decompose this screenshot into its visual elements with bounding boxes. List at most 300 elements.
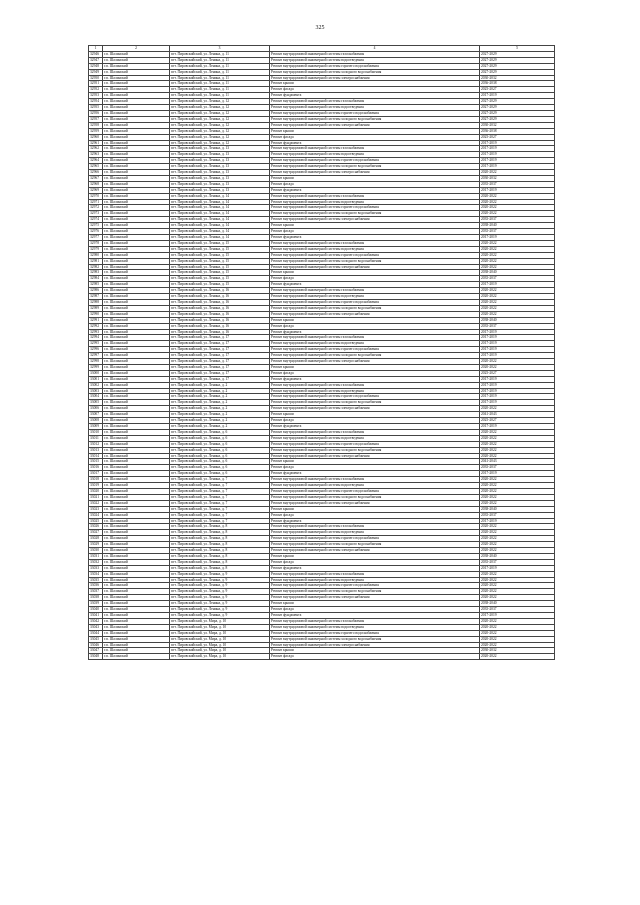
column-header: 4 [270, 46, 480, 52]
row-number-cell: 33045 [89, 636, 103, 642]
row-number-cell: 32963 [89, 152, 103, 158]
work-type-cell: Ремонт внутридомовой инженерной системы холодного водоснабжения [270, 636, 480, 642]
period-cell: 2020-2022 [480, 364, 555, 370]
row-number-cell: 33034 [89, 571, 103, 577]
address-cell: пгт. Пировскийский, ул. Ленина, д. 2 [170, 400, 270, 406]
column-header: 5 [480, 46, 555, 52]
work-type-cell: Ремонт внутридомовой инженерной системы холодного водоснабжения [270, 116, 480, 122]
work-type-cell: Ремонт внутридомовой инженерной системы электроснабжения [270, 453, 480, 459]
work-type-cell: Ремонт внутридомовой инженерной системы газоснабжения [270, 618, 480, 624]
work-type-cell: Ремонт фундамента [270, 471, 480, 477]
address-cell: пгт. Пировскийский, ул. Мира, д. 10 [170, 654, 270, 660]
row-number-cell: 32970 [89, 193, 103, 199]
address-cell: пгт. Пировскийский, ул. Ленина, д. 12 [170, 140, 270, 146]
row-number-cell: 32959 [89, 128, 103, 134]
work-type-cell: Ремонт внутридомовой инженерной системы водоотведения [270, 199, 480, 205]
period-cell: 2020-2022 [480, 630, 555, 636]
municipality-cell: г.п. Шалинский [103, 530, 170, 536]
address-cell: пгт. Пировскийский, ул. Ленина, д. 8 [170, 565, 270, 571]
period-cell: 2020-2022 [480, 299, 555, 305]
work-type-cell: Ремонт внутридомовой инженерной системы электроснабжения [270, 75, 480, 81]
address-cell: пгт. Пировскийский, ул. Ленина, д. 14 [170, 217, 270, 223]
address-cell: пгт. Пировскийский, ул. Мира, д. 10 [170, 624, 270, 630]
municipality-cell: г.п. Шалинский [103, 613, 170, 619]
period-cell: 2020-2022 [480, 240, 555, 246]
address-cell: пгт. Пировскийский, ул. Ленина, д. 17 [170, 376, 270, 382]
municipality-cell: г.п. Шалинский [103, 441, 170, 447]
address-cell: пгт. Пировскийский, ул. Ленина, д. 9 [170, 607, 270, 613]
municipality-cell: г.п. Шалинский [103, 134, 170, 140]
period-cell: 2035-2037 [480, 276, 555, 282]
municipality-cell: г.п. Шалинский [103, 305, 170, 311]
municipality-cell: г.п. Шалинский [103, 601, 170, 607]
period-cell: 2035-2037 [480, 607, 555, 613]
municipality-cell: г.п. Шалинский [103, 406, 170, 412]
column-header: 1 [89, 46, 103, 52]
period-cell: 2020-2022 [480, 211, 555, 217]
address-cell: пгт. Пировскийский, ул. Ленина, д. 11 [170, 81, 270, 87]
address-cell: пгт. Пировскийский, ул. Ленина, д. 13 [170, 175, 270, 181]
work-type-cell: Ремонт внутридомовой инженерной системы водоотведения [270, 577, 480, 583]
work-type-cell: Ремонт внутридомовой инженерной системы газоснабжения [270, 429, 480, 435]
period-cell: 2027-2029 [480, 63, 555, 69]
period-cell: 2025-2027 [480, 87, 555, 93]
municipality-cell: г.п. Шалинский [103, 335, 170, 341]
municipality-cell: г.п. Шалинский [103, 152, 170, 158]
municipality-cell: г.п. Шалинский [103, 199, 170, 205]
municipality-cell: г.п. Шалинский [103, 512, 170, 518]
address-cell: пгт. Пировскийский, ул. Ленина, д. 2 [170, 424, 270, 430]
row-number-cell: 33038 [89, 595, 103, 601]
period-cell: 2017-2019 [480, 394, 555, 400]
period-cell: 2035-2037 [480, 229, 555, 235]
work-type-cell: Ремонт внутридомовой инженерной системы водоотведения [270, 246, 480, 252]
period-cell: 2020-2022 [480, 441, 555, 447]
row-number-cell: 32979 [89, 246, 103, 252]
work-type-cell: Ремонт фасада [270, 229, 480, 235]
address-cell: пгт. Пировскийский, ул. Ленина, д. 14 [170, 211, 270, 217]
work-type-cell: Ремонт внутридомовой инженерной системы газоснабжения [270, 524, 480, 530]
address-cell: пгт. Пировскийский, ул. Ленина, д. 13 [170, 152, 270, 158]
address-cell: пгт. Пировскийский, ул. Ленина, д. 8 [170, 524, 270, 530]
period-cell: 2017-2019 [480, 347, 555, 353]
period-cell: 2020-2022 [480, 453, 555, 459]
address-cell: пгт. Пировскийский, ул. Ленина, д. 9 [170, 583, 270, 589]
work-type-cell: Ремонт внутридомовой инженерной системы холодного водоснабжения [270, 258, 480, 264]
municipality-cell: г.п. Шалинский [103, 565, 170, 571]
row-number-cell: 33031 [89, 553, 103, 559]
address-cell: пгт. Пировскийский, ул. Ленина, д. 15 [170, 264, 270, 270]
work-type-cell: Ремонт внутридомовой инженерной системы газоснабжения [270, 477, 480, 483]
municipality-cell: г.п. Шалинский [103, 583, 170, 589]
period-cell: 2020-2022 [480, 288, 555, 294]
period-cell: 2030-2032 [480, 122, 555, 128]
row-number-cell: 33037 [89, 589, 103, 595]
period-cell: 2027-2029 [480, 99, 555, 105]
row-number-cell: 33040 [89, 607, 103, 613]
municipality-cell: г.п. Шалинский [103, 630, 170, 636]
work-type-cell: Ремонт крыши [270, 412, 480, 418]
work-type-cell: Ремонт внутридомовой инженерной системы газоснабжения [270, 571, 480, 577]
address-cell: пгт. Пировскийский, ул. Ленина, д. 12 [170, 105, 270, 111]
address-cell: пгт. Пировскийский, ул. Ленина, д. 6 [170, 453, 270, 459]
period-cell: 2027-2029 [480, 116, 555, 122]
period-cell: 2017-2019 [480, 353, 555, 359]
row-number-cell: 33024 [89, 512, 103, 518]
row-number-cell: 32965 [89, 164, 103, 170]
address-cell: пгт. Пировскийский, ул. Ленина, д. 13 [170, 187, 270, 193]
municipality-cell: г.п. Шалинский [103, 158, 170, 164]
address-cell: пгт. Пировскийский, ул. Ленина, д. 9 [170, 577, 270, 583]
period-cell: 2020-2022 [480, 205, 555, 211]
address-cell: пгт. Пировскийский, ул. Ленина, д. 8 [170, 530, 270, 536]
address-cell: пгт. Пировскийский, ул. Ленина, д. 14 [170, 223, 270, 229]
address-cell: пгт. Пировскийский, ул. Ленина, д. 12 [170, 134, 270, 140]
row-number-cell: 33018 [89, 477, 103, 483]
municipality-cell: г.п. Шалинский [103, 500, 170, 506]
municipality-cell: г.п. Шалинский [103, 288, 170, 294]
address-cell: пгт. Пировскийский, ул. Ленина, д. 2 [170, 394, 270, 400]
row-number-cell: 32996 [89, 347, 103, 353]
address-cell: пгт. Пировскийский, ул. Ленина, д. 14 [170, 205, 270, 211]
work-type-cell: Ремонт крыши [270, 601, 480, 607]
row-number-cell: 33021 [89, 494, 103, 500]
address-cell: пгт. Пировскийский, ул. Ленина, д. 13 [170, 158, 270, 164]
address-cell: пгт. Пировскийский, ул. Ленина, д. 7 [170, 494, 270, 500]
address-cell: пгт. Пировскийский, ул. Ленина, д. 16 [170, 317, 270, 323]
period-cell: 2017-2019 [480, 424, 555, 430]
address-cell: пгт. Пировскийский, ул. Ленина, д. 7 [170, 512, 270, 518]
row-number-cell: 33023 [89, 506, 103, 512]
address-cell: пгт. Пировскийский, ул. Ленина, д. 7 [170, 518, 270, 524]
municipality-cell: г.п. Шалинский [103, 223, 170, 229]
row-number-cell: 33035 [89, 577, 103, 583]
row-number-cell: 33012 [89, 441, 103, 447]
row-number-cell: 33022 [89, 500, 103, 506]
work-type-cell: Ремонт внутридомовой инженерной системы горячего водоснабжения [270, 299, 480, 305]
row-number-cell: 32954 [89, 99, 103, 105]
row-number-cell: 33030 [89, 548, 103, 554]
work-type-cell: Ремонт внутридомовой инженерной системы холодного водоснабжения [270, 353, 480, 359]
row-number-cell: 32977 [89, 235, 103, 241]
address-cell: пгт. Пировскийский, ул. Ленина, д. 6 [170, 471, 270, 477]
municipality-cell: г.п. Шалинский [103, 110, 170, 116]
period-cell: 2030-2032 [480, 648, 555, 654]
row-number-cell: 32991 [89, 317, 103, 323]
row-number-cell: 33039 [89, 601, 103, 607]
municipality-cell: г.п. Шалинский [103, 240, 170, 246]
work-type-cell: Ремонт фасада [270, 276, 480, 282]
address-cell: пгт. Пировскийский, ул. Ленина, д. 16 [170, 299, 270, 305]
row-number-cell: 33044 [89, 630, 103, 636]
work-type-cell: Ремонт внутридомовой инженерной системы газоснабжения [270, 146, 480, 152]
period-cell: 2030-2032 [480, 75, 555, 81]
work-type-cell: Ремонт фундамента [270, 187, 480, 193]
address-cell: пгт. Пировскийский, ул. Ленина, д. 8 [170, 536, 270, 542]
period-cell: 2025-2027 [480, 370, 555, 376]
address-cell: пгт. Пировскийский, ул. Ленина, д. 6 [170, 435, 270, 441]
address-cell: пгт. Пировскийский, ул. Ленина, д. 16 [170, 323, 270, 329]
row-number-cell: 33043 [89, 624, 103, 630]
period-cell: 2038-2040 [480, 601, 555, 607]
address-cell: пгт. Пировскийский, ул. Ленина, д. 7 [170, 488, 270, 494]
period-cell: 2020-2022 [480, 483, 555, 489]
municipality-cell: г.п. Шалинский [103, 81, 170, 87]
municipality-cell: г.п. Шалинский [103, 536, 170, 542]
period-cell: 2017-2019 [480, 282, 555, 288]
row-number-cell: 33001 [89, 376, 103, 382]
period-cell: 2038-2040 [480, 223, 555, 229]
municipality-cell: г.п. Шалинский [103, 624, 170, 630]
page-number: 325 [315, 25, 325, 31]
row-number-cell: 33013 [89, 447, 103, 453]
period-cell: 2020-2022 [480, 488, 555, 494]
municipality-cell: г.п. Шалинский [103, 75, 170, 81]
municipality-cell: г.п. Шалинский [103, 264, 170, 270]
work-type-cell: Ремонт крыши [270, 81, 480, 87]
period-cell: 2038-2040 [480, 270, 555, 276]
address-cell: пгт. Пировскийский, ул. Ленина, д. 6 [170, 459, 270, 465]
address-cell: пгт. Пировскийский, ул. Ленина, д. 14 [170, 229, 270, 235]
row-number-cell: 33019 [89, 483, 103, 489]
address-cell: пгт. Пировскийский, ул. Ленина, д. 2 [170, 418, 270, 424]
address-cell: пгт. Пировскийский, ул. Ленина, д. 9 [170, 601, 270, 607]
period-cell: 2020-2022 [480, 494, 555, 500]
period-cell: 2035-2037 [480, 181, 555, 187]
work-type-cell: Ремонт внутридомовой инженерной системы электроснабжения [270, 217, 480, 223]
address-cell: пгт. Пировскийский, ул. Ленина, д. 11 [170, 63, 270, 69]
work-type-cell: Ремонт внутридомовой инженерной системы водоотведения [270, 388, 480, 394]
address-cell: пгт. Пировскийский, ул. Ленина, д. 13 [170, 164, 270, 170]
row-number-cell: 32984 [89, 276, 103, 282]
column-header: 2 [103, 46, 170, 52]
municipality-cell: г.п. Шалинский [103, 359, 170, 365]
row-number-cell: 33000 [89, 370, 103, 376]
period-cell: 2020-2022 [480, 642, 555, 648]
row-number-cell: 32964 [89, 158, 103, 164]
period-cell: 2041-2043 [480, 459, 555, 465]
work-type-cell: Ремонт внутридомовой инженерной системы электроснабжения [270, 311, 480, 317]
municipality-cell: г.п. Шалинский [103, 429, 170, 435]
municipality-cell: г.п. Шалинский [103, 424, 170, 430]
row-number-cell: 32982 [89, 264, 103, 270]
period-cell: 2030-2032 [480, 175, 555, 181]
address-cell: пгт. Пировскийский, ул. Ленина, д. 6 [170, 447, 270, 453]
period-cell: 2036-2038 [480, 81, 555, 87]
municipality-cell: г.п. Шалинский [103, 122, 170, 128]
address-cell: пгт. Пировскийский, ул. Ленина, д. 15 [170, 246, 270, 252]
municipality-cell: г.п. Шалинский [103, 636, 170, 642]
address-cell: пгт. Пировскийский, ул. Ленина, д. 2 [170, 412, 270, 418]
municipality-cell: г.п. Шалинский [103, 435, 170, 441]
period-cell: 2017-2019 [480, 471, 555, 477]
work-type-cell: Ремонт внутридомовой инженерной системы газоснабжения [270, 335, 480, 341]
work-type-cell: Ремонт внутридомовой инженерной системы горячего водоснабжения [270, 63, 480, 69]
address-cell: пгт. Пировскийский, ул. Ленина, д. 17 [170, 347, 270, 353]
row-number-cell: 33016 [89, 465, 103, 471]
work-type-cell: Ремонт фасада [270, 607, 480, 613]
period-cell: 2020-2022 [480, 548, 555, 554]
work-type-cell: Ремонт крыши [270, 128, 480, 134]
row-number-cell: 33042 [89, 618, 103, 624]
period-cell: 2017-2019 [480, 518, 555, 524]
address-cell: пгт. Пировскийский, ул. Ленина, д. 13 [170, 181, 270, 187]
work-type-cell: Ремонт внутридомовой инженерной системы холодного водоснабжения [270, 164, 480, 170]
municipality-cell: г.п. Шалинский [103, 394, 170, 400]
address-cell: пгт. Пировскийский, ул. Ленина, д. 17 [170, 359, 270, 365]
address-cell: пгт. Пировскийский, ул. Ленина, д. 6 [170, 429, 270, 435]
period-cell: 2020-2022 [480, 654, 555, 660]
work-type-cell: Ремонт внутридомовой инженерной системы электроснабжения [270, 642, 480, 648]
row-number-cell: 33027 [89, 530, 103, 536]
work-type-cell: Ремонт фасада [270, 512, 480, 518]
work-type-cell: Ремонт внутридомовой инженерной системы водоотведения [270, 294, 480, 300]
work-type-cell: Ремонт внутридомовой инженерной системы газоснабжения [270, 240, 480, 246]
municipality-cell: г.п. Шалинский [103, 642, 170, 648]
work-type-cell: Ремонт крыши [270, 270, 480, 276]
row-number-cell: 32978 [89, 240, 103, 246]
period-cell: 2020-2022 [480, 577, 555, 583]
row-number-cell: 33033 [89, 565, 103, 571]
row-number-cell: 32957 [89, 116, 103, 122]
period-cell: 2020-2022 [480, 311, 555, 317]
municipality-cell: г.п. Шалинский [103, 364, 170, 370]
period-cell: 2020-2022 [480, 429, 555, 435]
row-number-cell: 32955 [89, 105, 103, 111]
municipality-cell: г.п. Шалинский [103, 235, 170, 241]
period-cell: 2020-2022 [480, 447, 555, 453]
row-number-cell: 33025 [89, 518, 103, 524]
municipality-cell: г.п. Шалинский [103, 589, 170, 595]
municipality-cell: г.п. Шалинский [103, 193, 170, 199]
work-type-cell: Ремонт внутридомовой инженерной системы холодного водоснабжения [270, 69, 480, 75]
period-cell: 2017-2019 [480, 376, 555, 382]
address-cell: пгт. Пировскийский, ул. Ленина, д. 9 [170, 613, 270, 619]
work-type-cell: Ремонт крыши [270, 648, 480, 654]
period-cell: 2038-2040 [480, 317, 555, 323]
work-type-cell: Ремонт внутридомовой инженерной системы горячего водоснабжения [270, 488, 480, 494]
municipality-cell: г.п. Шалинский [103, 488, 170, 494]
address-cell: пгт. Пировскийский, ул. Ленина, д. 17 [170, 341, 270, 347]
municipality-cell: г.п. Шалинский [103, 648, 170, 654]
row-number-cell: 33048 [89, 654, 103, 660]
municipality-cell: г.п. Шалинский [103, 412, 170, 418]
work-type-cell: Ремонт внутридомовой инженерной системы холодного водоснабжения [270, 542, 480, 548]
work-type-cell: Ремонт внутридомовой инженерной системы газоснабжения [270, 51, 480, 57]
row-number-cell: 33003 [89, 388, 103, 394]
row-number-cell: 32975 [89, 223, 103, 229]
address-cell: пгт. Пировскийский, ул. Ленина, д. 11 [170, 57, 270, 63]
address-cell: пгт. Пировскийский, ул. Мира, д. 10 [170, 648, 270, 654]
period-cell: 2020-2022 [480, 595, 555, 601]
work-type-cell: Ремонт фундамента [270, 376, 480, 382]
work-type-cell: Ремонт внутридомовой инженерной системы горячего водоснабжения [270, 205, 480, 211]
period-cell: 2017-2019 [480, 335, 555, 341]
row-number-cell: 33020 [89, 488, 103, 494]
municipality-cell: г.п. Шалинский [103, 471, 170, 477]
municipality-cell: г.п. Шалинский [103, 311, 170, 317]
work-type-cell: Ремонт внутридомовой инженерной системы водоотведения [270, 341, 480, 347]
period-cell: 2027-2029 [480, 110, 555, 116]
period-cell: 2017-2019 [480, 400, 555, 406]
address-cell: пгт. Пировскийский, ул. Ленина, д. 9 [170, 589, 270, 595]
municipality-cell: г.п. Шалинский [103, 518, 170, 524]
address-cell: пгт. Пировскийский, ул. Ленина, д. 7 [170, 483, 270, 489]
work-type-cell: Ремонт внутридомовой инженерной системы газоснабжения [270, 99, 480, 105]
municipality-cell: г.п. Шалинский [103, 181, 170, 187]
period-cell: 2020-2022 [480, 500, 555, 506]
municipality-cell: г.п. Шалинский [103, 140, 170, 146]
period-cell: 2017-2019 [480, 565, 555, 571]
row-number-cell: 32948 [89, 63, 103, 69]
period-cell: 2020-2022 [480, 359, 555, 365]
work-type-cell: Ремонт внутридомовой инженерной системы электроснабжения [270, 359, 480, 365]
municipality-cell: г.п. Шалинский [103, 400, 170, 406]
period-cell: 2017-2019 [480, 187, 555, 193]
municipality-cell: г.п. Шалинский [103, 270, 170, 276]
row-number-cell: 32953 [89, 93, 103, 99]
row-number-cell: 32973 [89, 211, 103, 217]
municipality-cell: г.п. Шалинский [103, 87, 170, 93]
work-type-cell: Ремонт внутридомовой инженерной системы газоснабжения [270, 382, 480, 388]
row-number-cell: 32990 [89, 311, 103, 317]
row-number-cell: 33014 [89, 453, 103, 459]
period-cell: 2017-2019 [480, 164, 555, 170]
municipality-cell: г.п. Шалинский [103, 370, 170, 376]
work-type-cell: Ремонт внутридомовой инженерной системы газоснабжения [270, 193, 480, 199]
municipality-cell: г.п. Шалинский [103, 282, 170, 288]
municipality-cell: г.п. Шалинский [103, 294, 170, 300]
municipality-cell: г.п. Шалинский [103, 453, 170, 459]
period-cell: 2017-2019 [480, 146, 555, 152]
municipality-cell: г.п. Шалинский [103, 63, 170, 69]
row-number-cell: 32986 [89, 288, 103, 294]
address-cell: пгт. Пировскийский, ул. Ленина, д. 16 [170, 305, 270, 311]
work-type-cell: Ремонт фасада [270, 370, 480, 376]
work-type-cell: Ремонт фундамента [270, 93, 480, 99]
work-type-cell: Ремонт фасада [270, 134, 480, 140]
period-cell: 2020-2022 [480, 536, 555, 542]
work-type-cell: Ремонт внутридомовой инженерной системы водоотведения [270, 105, 480, 111]
work-type-cell: Ремонт внутридомовой инженерной системы холодного водоснабжения [270, 400, 480, 406]
address-cell: пгт. Пировскийский, ул. Ленина, д. 8 [170, 542, 270, 548]
work-type-cell: Ремонт фундамента [270, 329, 480, 335]
address-cell: пгт. Пировскийский, ул. Ленина, д. 16 [170, 329, 270, 335]
period-cell: 2020-2022 [480, 264, 555, 270]
municipality-cell: г.п. Шалинский [103, 548, 170, 554]
municipality-cell: г.п. Шалинский [103, 542, 170, 548]
municipality-cell: г.п. Шалинский [103, 494, 170, 500]
row-number-cell: 33047 [89, 648, 103, 654]
address-cell: пгт. Пировскийский, ул. Ленина, д. 11 [170, 93, 270, 99]
work-type-cell: Ремонт внутридомовой инженерной системы газоснабжения [270, 288, 480, 294]
row-number-cell: 32962 [89, 146, 103, 152]
period-cell: 2020-2022 [480, 305, 555, 311]
address-cell: пгт. Пировскийский, ул. Ленина, д. 15 [170, 270, 270, 276]
municipality-cell: г.п. Шалинский [103, 571, 170, 577]
municipality-cell: г.п. Шалинский [103, 51, 170, 57]
row-number-cell: 32966 [89, 170, 103, 176]
period-cell: 2020-2022 [480, 435, 555, 441]
address-cell: пгт. Пировскийский, ул. Ленина, д. 17 [170, 370, 270, 376]
work-type-cell: Ремонт фасада [270, 87, 480, 93]
municipality-cell: г.п. Шалинский [103, 595, 170, 601]
period-cell: 2041-2043 [480, 412, 555, 418]
period-cell: 2020-2022 [480, 530, 555, 536]
municipality-cell: г.п. Шалинский [103, 459, 170, 465]
municipality-cell: г.п. Шалинский [103, 57, 170, 63]
address-cell: пгт. Пировскийский, ул. Ленина, д. 14 [170, 199, 270, 205]
